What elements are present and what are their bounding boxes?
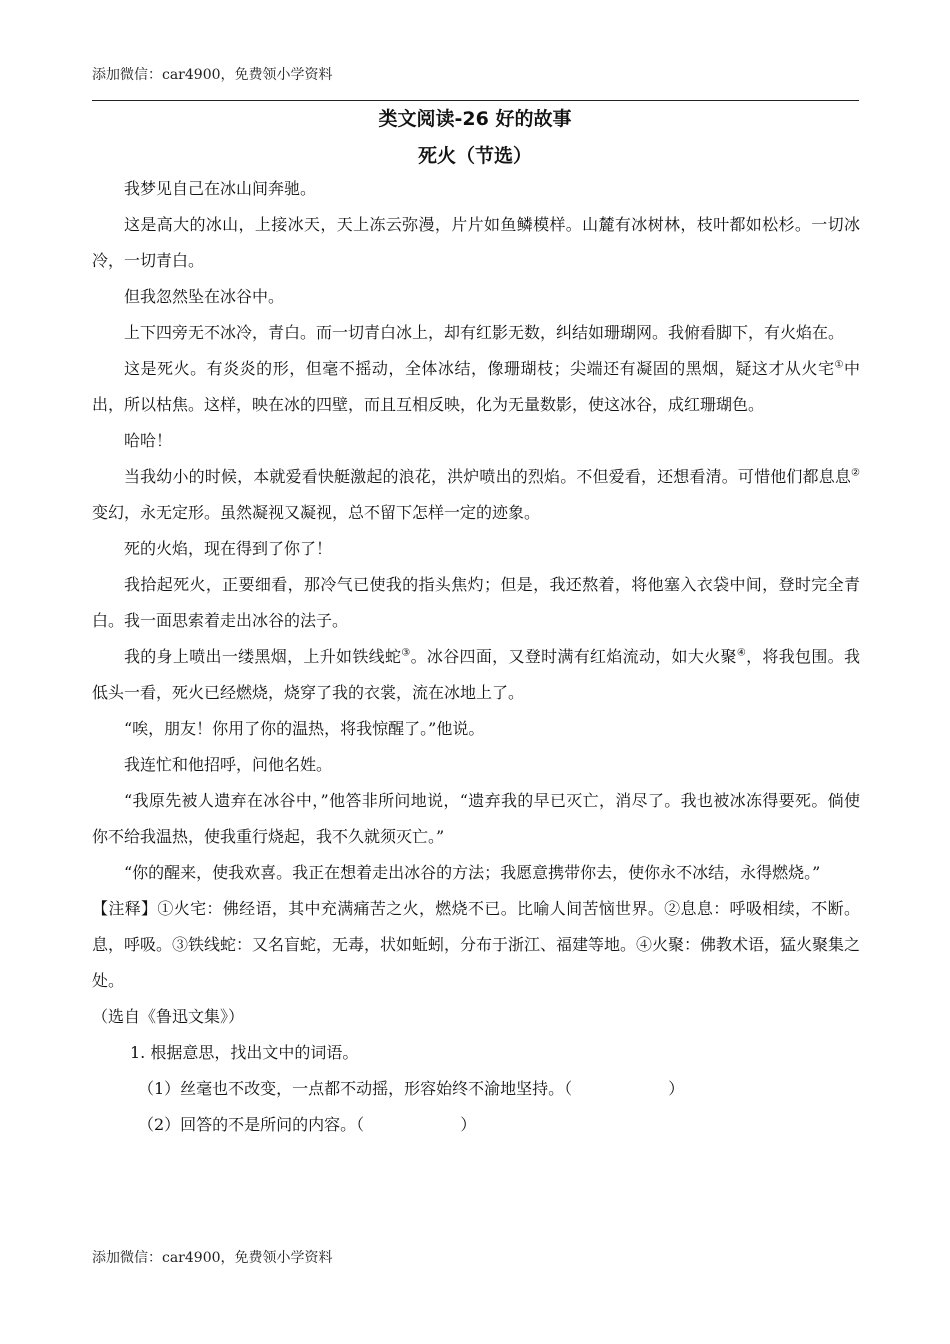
paragraph: 我连忙和他招呼，问他名姓。 bbox=[124, 755, 333, 774]
question-1-1 bbox=[92, 1071, 860, 1107]
paragraph-text: 中出，所以枯焦。这样，映在冰的四壁，而且互相反映，化为无量数影，使这冰谷，成红珊瑚色。 bbox=[92, 359, 860, 414]
paragraph: “我原先被人遗弃在冰谷中，”他答非所问地说，“遗弃我的早已灭亡，消尽了。我也被冰冻得要死。倘使你不给我温热，使我重行烧起，我不久就须灭亡。” bbox=[92, 791, 860, 846]
footnote-marker: ② bbox=[851, 467, 860, 479]
article-body bbox=[92, 171, 860, 1143]
footnote-marker: ① bbox=[834, 359, 844, 371]
paragraph bbox=[92, 639, 860, 711]
paragraph: 我拾起死火，正要细看，那冷气已使我的指头焦灼；但是，我还熬着，将他塞入衣袋中间，登时完全青白。我一面思索着走出冰谷的法子。 bbox=[92, 575, 860, 630]
paragraph-text: 。冰谷四面，又登时满有红焰流动，如大火聚 bbox=[410, 647, 737, 666]
paragraph: 哈哈！ bbox=[124, 431, 173, 450]
paragraph: “你的醒来，使我欢喜。我正在想着走出冰谷的方法；我愿意携带你去，使你永不冰结，永得燃烧。” bbox=[124, 863, 821, 882]
question-1-2 bbox=[92, 1107, 860, 1143]
paragraph: 我梦见自己在冰山间奔驰。 bbox=[124, 179, 317, 198]
header-note: 添加微信：car4900，免费领小学资料 bbox=[92, 67, 333, 83]
paragraph: “唉，朋友！你用了你的温热，将我惊醒了。”他说。 bbox=[124, 719, 485, 738]
footer-note: 添加微信：car4900，免费领小学资料 bbox=[92, 1250, 333, 1266]
paragraph: 死的火焰，现在得到了你了！ bbox=[124, 539, 333, 558]
header-divider bbox=[92, 100, 859, 101]
question-1: 1. 根据意思，找出文中的词语。 bbox=[130, 1043, 359, 1062]
paragraph: 上下四旁无不冰冷，青白。而一切青白冰上，却有红影无数，纠结如珊瑚网。我俯看脚下，有火焰在。 bbox=[124, 323, 845, 342]
paragraph-text: 变幻，永无定形。虽然凝视又凝视，总不留下怎样一定的迹象。 bbox=[92, 503, 541, 522]
paragraph: 这是高大的冰山，上接冰天，天上冻云弥漫，片片如鱼鳞模样。山麓有冰树林，枝叶都如松杉。一切冰冷，一切青白。 bbox=[92, 215, 860, 270]
question-bracket: ） bbox=[460, 1115, 477, 1134]
page-title: 类文阅读-26 好的故事 bbox=[378, 108, 572, 130]
source-citation: （选自《鲁迅文集》） bbox=[92, 1007, 245, 1026]
paragraph-text: ，将我包围。我低头一看，死火已经燃烧，烧穿了我的衣裳，流在冰地上了。 bbox=[92, 647, 860, 702]
annotation: 【注释】①火宅：佛经语，其中充满痛苦之火，燃烧不已。比喻人间苦恼世界。②息息：呼吸相续，不断。息，呼吸。③铁线蛇：又名盲蛇，无毒，状如蚯蚓，分布于浙江、福建等地。④火聚：佛教术语，猛火聚集之处。 bbox=[92, 899, 861, 990]
question-text: （1）丝毫也不改变，一点都不动摇，形容始终不渝地坚持。（ bbox=[138, 1079, 573, 1098]
paragraph-text: 这是死火。有炎炎的形，但毫不摇动，全体冰结，像珊瑚枝；尖端还有凝固的黑烟，疑这才从火宅 bbox=[124, 359, 835, 378]
article-title: 死火（节选） bbox=[417, 145, 532, 167]
footnote-marker: ③ bbox=[401, 647, 411, 659]
question-bracket: ） bbox=[668, 1079, 685, 1098]
question-text: （2）回答的不是所问的内容。（ bbox=[138, 1115, 365, 1134]
paragraph bbox=[92, 351, 860, 423]
paragraph bbox=[92, 459, 860, 531]
paragraph: 但我忽然坠在冰谷中。 bbox=[124, 287, 285, 306]
footnote-marker: ④ bbox=[736, 647, 747, 659]
paragraph-text: 当我幼小的时候，本就爱看快艇激起的浪花，洪炉喷出的烈焰。不但爱看，还想看清。可惜他们都息息 bbox=[124, 467, 852, 486]
paragraph-text: 我的身上喷出一缕黑烟，上升如铁线蛇 bbox=[124, 647, 402, 666]
